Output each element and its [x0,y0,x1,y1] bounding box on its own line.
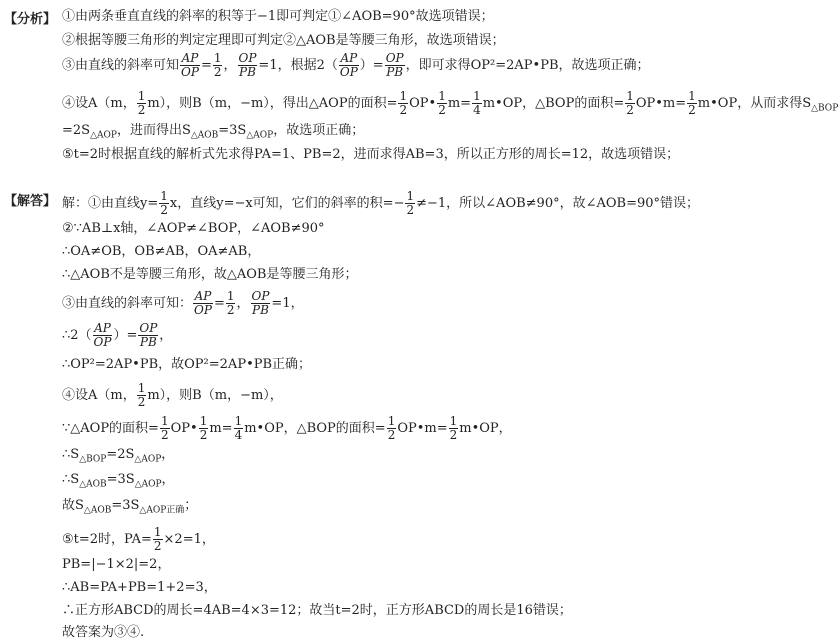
numerator: 1 [226,289,235,303]
solution-line-15: ∴AB=PA+PB=1+2=3， [62,580,217,595]
denominator: 2 [406,203,415,217]
numerator: 1 [406,189,415,203]
denominator: 2 [688,103,696,117]
text: ④设A（m， [62,388,136,403]
text: ③由直线的斜率可知： [62,296,193,311]
denominator: 2 [160,428,169,442]
solution-line-17: 故答案为③④. [62,625,145,640]
text: OP•m= [397,421,448,436]
denominator: OP [181,65,199,79]
numerator: OP [139,321,158,335]
fraction-one-quarter [472,90,482,117]
solution-line-11 [62,471,175,494]
text: m），则B（m，−m）， [147,388,283,403]
numerator: 1 [199,414,208,428]
analysis-line-3: ③由直线的斜率可知 $\frac{AP}{OP}$ = $\frac{1}{2}$ ， $\frac{OP}{PB}$ =1，根据2（ $\frac{AP}{OP}$ ）= $\frac{OP}{PB}$ ，即可求得OP²=2AP•PB，故选项正确； [62,51,650,79]
fraction-one-half [398,90,408,117]
fraction-one-half [437,90,447,117]
fraction-one-half [199,415,209,442]
denominator: PB [239,65,256,79]
text: ）= [113,328,138,343]
subscript: △AOP [246,130,274,141]
numerator: AP [194,289,212,303]
text: =2S [62,123,91,138]
subscript: △AOB [79,479,107,490]
text: ， [236,296,250,311]
numerator: 1 [160,414,169,428]
solution-line-14: PB=|−1×2|=2， [62,557,171,572]
analysis-line-4 [62,90,838,118]
text: m•OP，从而求得S [697,96,812,111]
numerator: 1 [387,414,396,428]
text: ≠−1，所以∠AOB≠90°，故∠AOB=90°错误； [416,196,700,211]
denominator: 2 [438,103,446,117]
subscript: △AOP [134,479,162,490]
denominator: PB [386,65,404,79]
analysis-tag: 【分析】 [4,12,57,27]
denominator: 2 [137,395,146,409]
denominator: 2 [449,428,458,442]
numerator: 1 [213,51,222,65]
text: 故S [62,498,84,513]
numerator: AP [94,321,111,335]
fraction-one-half [226,290,236,317]
solution-line-9 [62,415,512,442]
analysis-line-1: ①由两条垂直直线的斜率的积等于−1即可判定①∠AOB=90°故选项错误； [62,9,494,24]
fraction-one-half [449,415,459,442]
denominator: 2 [626,103,634,117]
numerator: 1 [626,89,634,103]
text: ， [161,472,175,487]
numerator: 1 [399,89,408,103]
text: m•OP，△BOP的面积= [244,421,386,436]
text: ∵△AOP的面积= [62,421,159,436]
denominator: 4 [234,428,243,442]
denominator: OP [339,65,358,79]
subscript: △AOP正确 [139,505,185,516]
subscript: △AOP [134,454,162,465]
subscript: △AOP [90,130,117,141]
text: ，进而得出S [116,123,191,138]
solution-line-8 [62,382,283,409]
numerator: 1 [153,525,162,539]
solution-tag: 【解答】 [4,194,57,209]
solution-line-6 [62,322,172,349]
subscript: △BOP [811,103,838,114]
solution-line-1 [62,190,699,217]
fraction-op-pb [238,52,258,79]
solution-line-16: ∴正方形ABCD的周长=4AB=4×3=12；故当t=2时，正方形ABCD的周长是16错误； [62,603,572,618]
solution-line-3: ∴OA≠OB，OB≠AB，OA≠AB， [62,244,261,259]
denominator: 2 [137,103,146,117]
analysis-line-6: ⑤t=2时根据直线的解析式先求得PA=1、PB=2，进而求得AB=3，所以正方形的周长=12，故选项错误； [62,147,680,162]
fraction-ap-op [339,52,359,79]
text: m•OP， [459,421,512,436]
text: x，直线y=−x可知，它们的斜率的积=− [169,196,405,211]
solution-line-10 [62,446,174,469]
text: =3S [106,472,135,487]
text: ×2=1， [163,532,215,547]
denominator: 2 [226,303,235,317]
text: ∴S [62,472,80,487]
text: =3S [218,123,247,138]
denominator: 2 [160,203,168,217]
text: ③由直线的斜率可知 [62,58,180,73]
text: OP• [170,421,198,436]
fraction-op-pb [251,290,271,317]
text: 解：①由直线y= [62,196,159,211]
denominator: 2 [153,539,162,553]
subscript: △AOB [83,505,112,516]
text: ④设A（m， [62,96,136,111]
fraction-one-half [137,382,147,409]
numerator: 1 [137,89,146,103]
fraction-one-half [159,190,169,217]
fraction-ap-op [193,290,213,317]
text: =3S [111,498,140,513]
solution-line-7: ∴OP²=2AP•PB，故OP²=2AP•PB正确； [62,357,312,372]
fraction-one-half [213,52,223,79]
text: OP• [409,96,437,111]
text: =2S [106,447,135,462]
text: ⑤t=2时，PA= [62,532,152,547]
fraction-one-half [687,90,697,117]
analysis-line-2: ②根据等腰三角形的判定定理即可判定②△AOB是等腰三角形，故选项错误； [62,33,505,48]
numerator: OP [385,51,404,65]
solution-line-12 [62,497,197,520]
text: ， [161,447,175,462]
numerator: 1 [160,189,168,203]
denominator: PB [252,303,269,317]
fraction-one-half [387,415,397,442]
denominator: 2 [213,65,222,79]
numerator: OP [251,289,270,303]
denominator: PB [139,335,157,349]
denominator: OP [93,335,112,349]
fraction-one-half [405,190,415,217]
text: ， [159,328,173,343]
solution-line-4: ∴△AOB不是等腰三角形，故△AOB是等腰三角形； [62,267,358,282]
fraction-one-half [160,415,170,442]
text: ，故选项正确； [273,123,365,138]
text: ，即可求得OP²=2AP•PB，故选项正确； [405,58,650,73]
numerator: 1 [449,414,458,428]
text: OP•m= [635,96,687,111]
subscript: △BOP [79,454,107,465]
fraction-one-quarter [234,415,244,442]
solution-line-13 [62,526,215,553]
numerator: 1 [137,381,146,395]
fraction-one-half [137,90,147,117]
text: ）= [359,58,384,73]
text: m•OP，△BOP的面积= [482,96,625,111]
denominator: 4 [473,103,481,117]
text: m），则B（m，−m），得出△AOP的面积= [147,96,398,111]
text: ； [184,498,198,513]
numerator: 1 [438,89,446,103]
text: m= [447,96,472,111]
solution-line-5: ③由直线的斜率可知： $\frac{AP}{OP}$ = $\frac{1}{2}$ ， $\frac{OP}{PB}$ =1， [62,289,304,317]
text: m= [209,421,233,436]
numerator: AP [340,51,358,65]
text: ∴S [62,447,80,462]
analysis-line-5 [62,122,364,145]
denominator: 2 [199,428,208,442]
denominator: OP [194,303,212,317]
denominator: 2 [399,103,408,117]
numerator: 1 [688,89,696,103]
denominator: 2 [387,428,396,442]
numerator: 1 [234,414,243,428]
fraction-ap-op [93,322,113,349]
numerator: OP [238,51,257,65]
fraction-ap-op [180,52,200,79]
text: ∴2（ [62,328,92,343]
fraction-op-pb [138,322,158,349]
text: ，根据2（ [277,58,338,73]
fraction-op-pb [385,52,405,79]
numerator: AP [181,51,199,65]
subscript: △AOB [190,130,219,141]
text: =1， [271,296,304,311]
fraction-one-half [625,90,635,117]
fraction-one-half [153,526,163,553]
solution-line-2: ②∵AB⊥x轴，∠AOP≠∠BOP，∠AOB≠90° [62,221,325,236]
numerator: 1 [473,89,481,103]
